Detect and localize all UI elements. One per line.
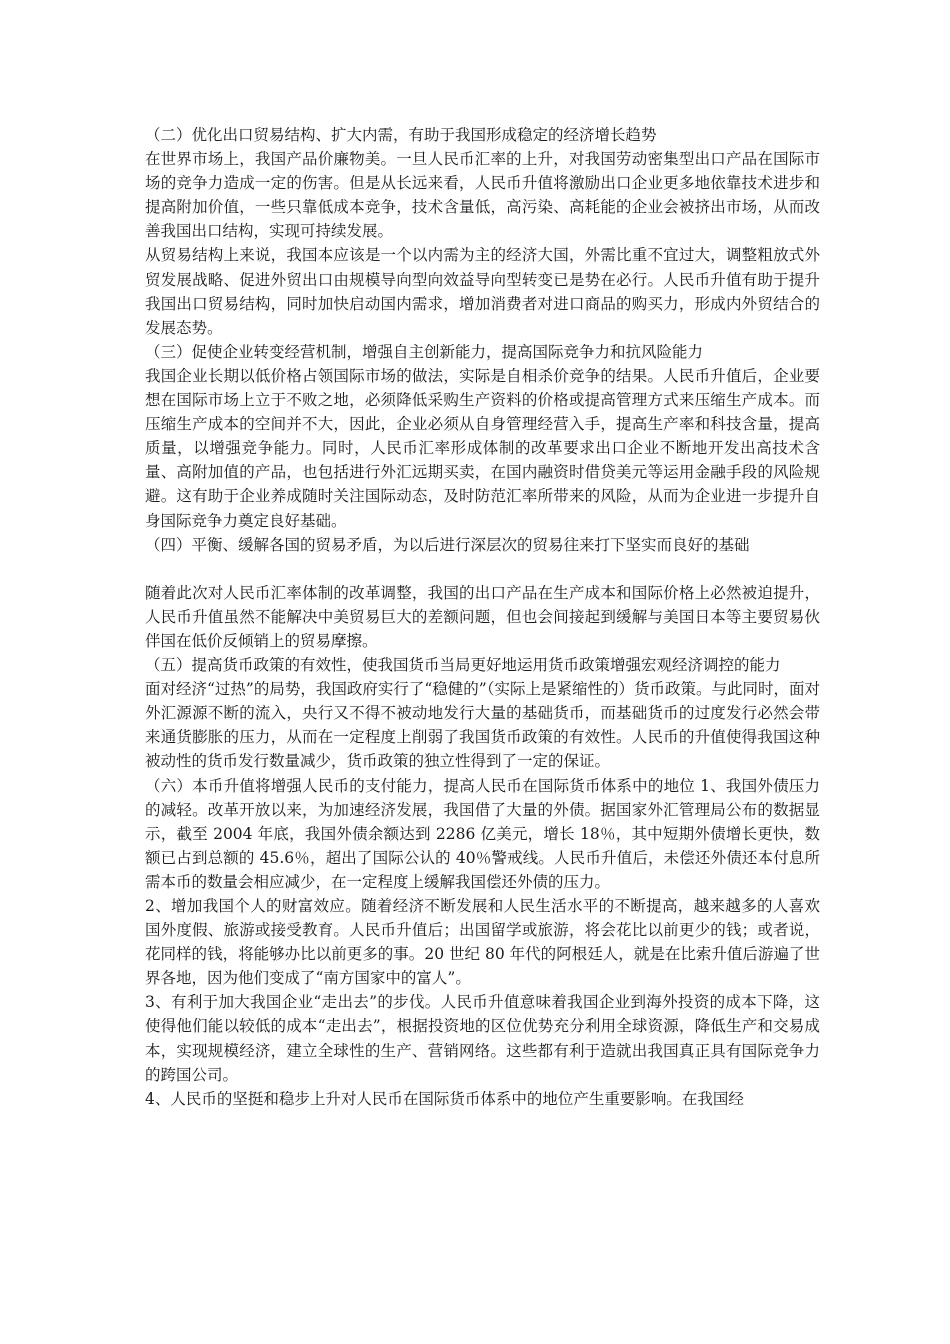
blank-line — [145, 557, 820, 581]
section-heading-5: （五）提高货币政策的有效性，使我国货币当局更好地运用货币政策增强宏观经济调控的能力 — [145, 656, 781, 675]
paragraph: 2、增加我国个人的财富效应。随着经济不断发展和人民生活水平的不断提高，越来越多的人喜欢国外度假、旅游或接受教育。人民币升值后；出国留学或旅游，将会花比以前更少的钱；或者说，花同样的钱，将能够办比以前更多的事。20 世纪 80 年代的阿根廷人，就是在比索升值后游遍了世界各地，因为他们变成了“南方国家中的富人”。 — [145, 897, 820, 988]
section-heading-6: （六）本币升值将增强人民币的支付能力，提高人民币在国际货币体系中的地位 1、我国外债压力的减轻。改革开放以来，为加速经济发展，我国借了大量的外债。据国家外汇管理局公布的数据显示，截至 2004 年底，我国外债余额达到 2286 亿美元，增长 18％，其中短期外债增长更快，数额已占到总额的 45.6％，超出了国际公认的 40％警戒线。人民币升值后，未偿还外债还本付息所需本币的数量会相应减少，在一定程度上缓解我国偿还外债的压力。 — [145, 776, 820, 891]
paragraph: 从贸易结构上来说，我国本应该是一个以内需为主的经济大国，外需比重不宜过大，调整粗放式外贸发展战略、促进外贸出口由规模导向型向效益导向型转变已是势在必行。人民币升值有助于提升我国出口贸易结构，同时加快启动国内需求，增加消费者对进口商品的购买力，形成内外贸结合的发展态势。 — [145, 246, 820, 337]
section-heading-4: （四）平衡、缓解各国的贸易矛盾，为以后进行深层次的贸易往来打下坚实而良好的基础 — [145, 535, 750, 554]
paragraph: 随着此次对人民币汇率体制的改革调整，我国的出口产品在生产成本和国际价格上必然被迫提升，人民币升值虽然不能解决中美贸易巨大的差额问题，但也会间接起到缓解与美国日本等主要贸易伙伴国在低价反倾销上的贸易摩擦。 — [145, 583, 820, 650]
paragraph: 4、人民币的坚挺和稳步上升对人民币在国际货币体系中的地位产生重要影响。在我国经 — [145, 1089, 744, 1108]
section-heading-3: （三）促使企业转变经营机制，增强自主创新能力，提高国际竞争力和抗风险能力 — [145, 342, 704, 361]
paragraph: 3、有利于加大我国企业“走出去”的步伐。人民币升值意味着我国企业到海外投资的成本下降，这使得他们能以较低的成本“走出去”，根据投资地的区位优势充分利用全球资源，降低生产和交易成本，实现规模经济，建立全球性的生产、营销网络。这些都有利于造就出我国真正具有国际竞争力的跨国公司。 — [145, 993, 820, 1084]
paragraph: 在世界市场上，我国产品价廉物美。一旦人民币汇率的上升，对我国劳动密集型出口产品在国际市场的竞争力造成一定的伤害。但是从长远来看，人民币升值将激励出口企业更多地依靠技术进步和提高附加价值，一些只靠低成本竞争，技术含量低，高污染、高耗能的企业会被挤出市场，从而改善我国出口结构，实现可持续发展。 — [145, 150, 820, 241]
document-body — [145, 123, 820, 1111]
paragraph: 我国企业长期以低价格占领国际市场的做法，实际是自相杀价竞争的结果。人民币升值后，企业要想在国际市场上立于不败之地，必须降低采购生产资料的价格或提高管理方式来压缩生产成本。而压缩生产成本的空间并不大，因此，企业必须从自身管理经营入手，提高生产率和科技含量，提高质量，以增强竞争能力。同时，人民币汇率形成体制的改革要求出口企业不断地开发出高技术含量、高附加值的产品，也包括进行外汇远期买卖，在国内融资时借贷美元等运用金融手段的风险规避。这有助于企业养成随时关注国际动态，及时防范汇率所带来的风险，从而为企业进一步提升自身国际竞争力奠定良好基础。 — [145, 366, 820, 530]
section-heading-2: （二）优化出口贸易结构、扩大内需，有助于我国形成稳定的经济增长趋势 — [145, 126, 657, 144]
paragraph: 面对经济“过热”的局势，我国政府实行了“稳健的”（实际上是紧缩性的）货币政策。与此同时，面对外汇源源不断的流入，央行又不得不被动地发行大量的基础货币，而基础货币的过度发行必然会带来通货膨胀的压力，从而在一定程度上削弱了我国货币政策的有效性。人民币的升值使得我国这种被动性的货币发行数量减少，货币政策的独立性得到了一定的保证。 — [145, 680, 820, 771]
